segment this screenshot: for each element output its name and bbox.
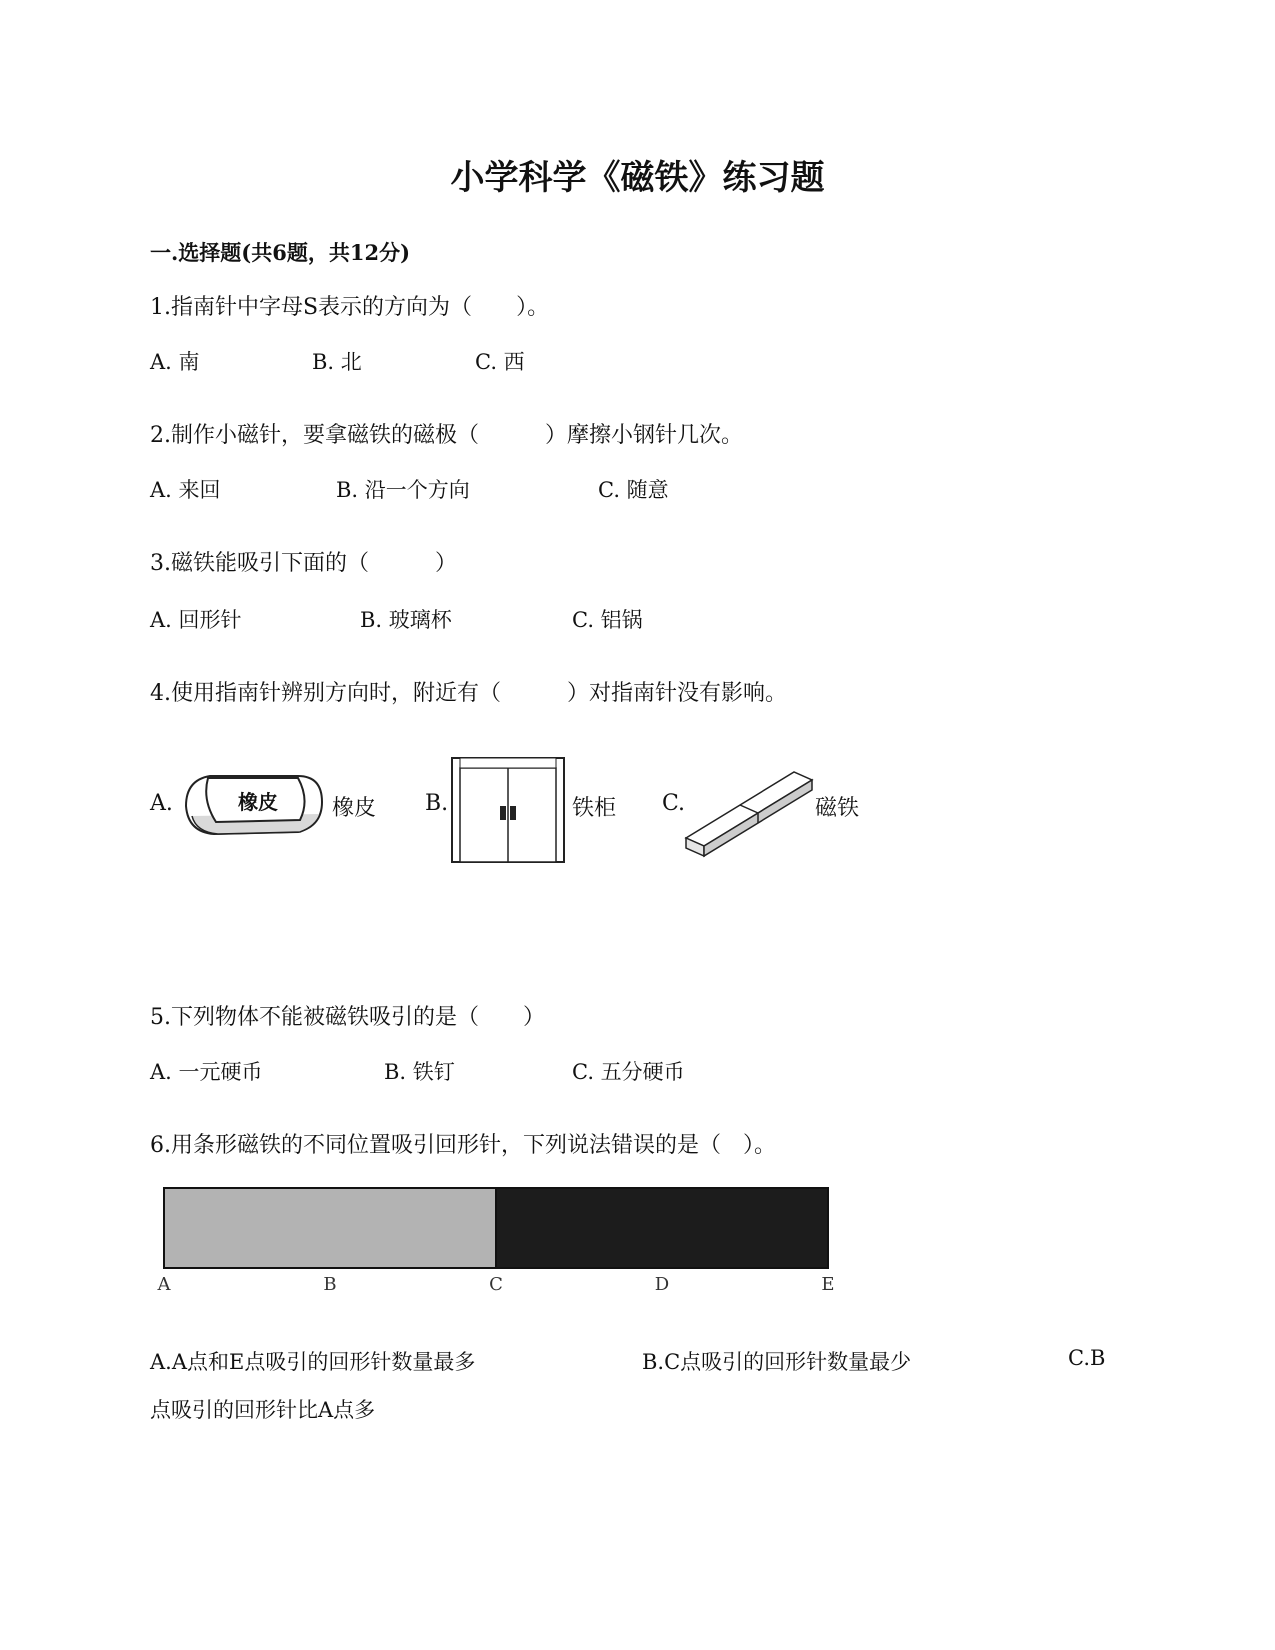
q6-option-a[interactable]: A.A点和E点吸引的回形针数量最多 (150, 1350, 476, 1374)
q6-option-c-continued: 点吸引的回形针比A点多 (150, 1398, 376, 1422)
magnet-point-a: A (157, 1274, 171, 1295)
q4-option-b-label: 铁柜 (572, 796, 617, 821)
eraser-icon (180, 770, 328, 838)
q2-option-c[interactable]: C. 随意 (598, 478, 669, 502)
q5-option-c[interactable]: C. 五分硬币 (572, 1060, 685, 1084)
magnet-right-half (496, 1188, 828, 1268)
q4-option-a-label: 橡皮 (332, 796, 377, 821)
question-1: 1.指南针中字母S表示的方向为（ ）。 (150, 295, 550, 320)
q2-option-b[interactable]: B. 沿一个方向 (336, 478, 470, 502)
bar-magnet-diagram (157, 1186, 840, 1296)
magnet-point-b: B (323, 1274, 337, 1295)
question-3: 3.磁铁能吸引下面的（ ） (150, 551, 457, 576)
question-5: 5.下列物体不能被磁铁吸引的是（ ） (150, 1005, 545, 1030)
q5-option-b[interactable]: B. 铁钉 (384, 1060, 455, 1084)
question-4: 4.使用指南针辨别方向时，附近有（ ）对指南针没有影响。 (150, 681, 787, 706)
q6-option-c[interactable]: C.B (1068, 1346, 1106, 1370)
question-6: 6.用条形磁铁的不同位置吸引回形针，下列说法错误的是（ ）。 (150, 1133, 776, 1158)
q4-option-b-letter[interactable]: B. (425, 791, 449, 816)
bar-magnet-icon (684, 770, 814, 856)
q1-option-c[interactable]: C. 西 (475, 350, 525, 374)
page-title: 小学科学《磁铁》练习题 (450, 158, 825, 198)
magnet-point-d: D (654, 1274, 670, 1295)
magnet-point-e: E (821, 1274, 835, 1295)
q3-option-c[interactable]: C. 铝锅 (572, 608, 643, 632)
q5-option-a[interactable]: A. 一元硬币 (150, 1060, 263, 1084)
q4-option-c-letter[interactable]: C. (662, 791, 686, 816)
q4-option-a-letter[interactable]: A. (150, 791, 173, 816)
magnet-point-c: C (489, 1274, 503, 1295)
q3-option-b[interactable]: B. 玻璃杯 (360, 608, 452, 632)
q4-option-c-label: 磁铁 (815, 796, 860, 821)
magnet-left-half (164, 1188, 496, 1268)
q1-option-b[interactable]: B. 北 (312, 350, 362, 374)
q1-option-a[interactable]: A. 南 (150, 350, 200, 374)
eraser-icon-text: 橡皮 (238, 790, 278, 814)
q2-option-a[interactable]: A. 来回 (150, 478, 221, 502)
question-2: 2.制作小磁针，要拿磁铁的磁极（ ）摩擦小钢针几次。 (150, 423, 743, 448)
iron-cabinet-icon (450, 756, 568, 868)
q3-option-a[interactable]: A. 回形针 (150, 608, 242, 632)
section-heading: 一.选择题(共6题，共12分) (150, 240, 411, 265)
q6-option-b[interactable]: B.C点吸引的回形针数量最少 (642, 1350, 912, 1374)
